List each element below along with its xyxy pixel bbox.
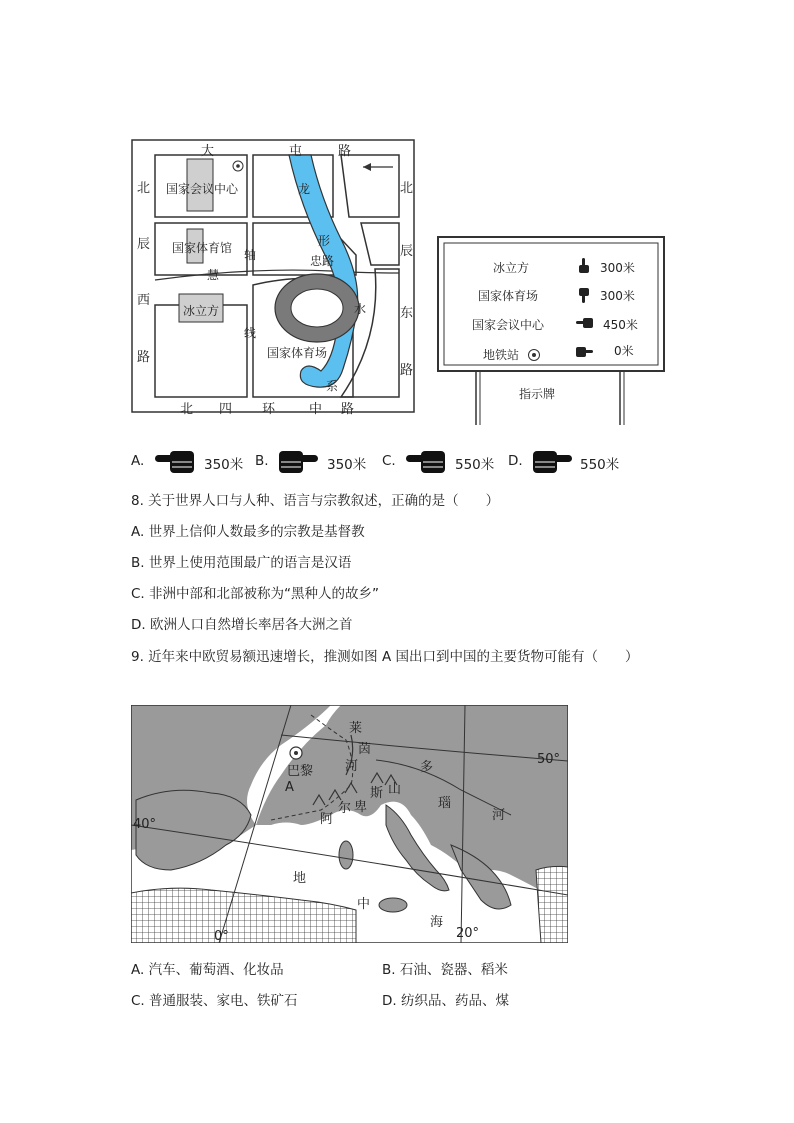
rhine-char-2: 茵 (358, 742, 372, 757)
axis-char-1: 轴 (244, 248, 257, 262)
road-bottom-5: 路 (341, 402, 355, 417)
road-left-4: 路 (137, 350, 151, 365)
road-bottom-3: 环 (262, 402, 276, 417)
road-bottom-2: 四 (219, 402, 233, 417)
q9-option-c[interactable]: C. 普通服装、家电、铁矿石 (131, 993, 298, 1009)
q7-option-a-dist: 350米 (204, 457, 244, 473)
road-top-3: 路 (338, 144, 352, 159)
road-right-2: 辰 (400, 244, 414, 259)
road-left-2: 辰 (137, 237, 151, 252)
hand-point-right-icon (277, 447, 319, 475)
venue-national-gym: 国家体育馆 (172, 241, 233, 255)
sign-place-1: 冰立方 (493, 261, 530, 275)
alps-char-3: 卑 (354, 800, 368, 815)
q8-option-a[interactable]: A. 世界上信仰人数最多的宗教是基督教 (131, 524, 365, 540)
hand-point-down-icon (575, 286, 593, 304)
q9-option-a[interactable]: A. 汽车、葡萄酒、化妆品 (131, 962, 284, 978)
road-top-1: 大 (201, 144, 215, 159)
axis-char-2: 慧 (207, 268, 220, 282)
hand-point-left-icon (575, 315, 595, 331)
med-char-2: 中 (357, 897, 371, 912)
danube-char-2: 瑙 (438, 796, 452, 811)
q8-stem: 8. 关于世界人口与人种、语言与宗教叙述，正确的是（ ） (131, 493, 500, 509)
road-left-3: 西 (137, 293, 151, 308)
road-bottom-4: 中 (309, 402, 323, 417)
axis-char-3: 线 (244, 326, 257, 340)
q7-option-c-dist: 550米 (455, 457, 495, 473)
q7-option-c-letter[interactable]: C. (382, 453, 396, 469)
sign-dist-3: 450米 (603, 318, 638, 332)
q7-option-a-letter[interactable]: A. (131, 453, 145, 469)
q9-option-d[interactable]: D. 纺织品、药品、煤 (382, 993, 509, 1009)
venue-national-stadium: 国家体育场 (267, 346, 328, 360)
hand-point-left-icon (405, 447, 447, 475)
alps-char-2: 尔 (338, 801, 352, 816)
q7-option-d-letter[interactable]: D. (508, 453, 523, 469)
road-bottom-1: 北 (180, 402, 194, 417)
q8-option-c[interactable]: C. 非洲中部和北部被称为“黑种人的故乡” (131, 586, 379, 602)
sign-place-4: 地铁站 (483, 348, 520, 362)
road-right-3: 东 (400, 306, 414, 321)
hand-point-right-icon (531, 447, 573, 475)
med-char-1: 地 (293, 871, 307, 886)
q7-option-d-dist: 550米 (580, 457, 620, 473)
hand-point-right-icon (574, 344, 594, 360)
sign-place-2: 国家体育场 (478, 289, 539, 303)
river-char-4: 系 (326, 379, 339, 393)
q7-option-b-letter[interactable]: B. (255, 453, 269, 469)
road-right-4: 路 (400, 363, 414, 378)
sign-dist-2: 300米 (600, 289, 635, 303)
q9-option-b[interactable]: B. 石油、瓷器、稻米 (382, 962, 508, 978)
sign-caption: 指示牌 (519, 387, 556, 401)
rhine-char-3: 河 (345, 759, 359, 774)
danube-char-1: 多 (420, 760, 434, 775)
europe-map (131, 705, 568, 943)
sign-place-3: 国家会议中心 (472, 318, 545, 332)
subway-station-icon (527, 348, 541, 362)
q7-option-b-dist: 350米 (327, 457, 367, 473)
q9-stem: 9. 近年来中欧贸易额迅速增长，推测如图 A 国出口到中国的主要货物可能有（ ） (131, 649, 639, 665)
lon-20-label: 20° (456, 926, 480, 941)
alps-char-5: 山 (388, 782, 402, 797)
alps-char-4: 斯 (370, 786, 384, 801)
q8-option-d[interactable]: D. 欧洲人口自然增长率居各大洲之首 (131, 617, 353, 633)
lat-50-label: 50° (537, 752, 561, 767)
river-char-1: 龙 (298, 182, 311, 196)
road-top-2: 屯 (289, 144, 303, 159)
river-char-3: 水 (354, 302, 367, 316)
lat-40-label: 40° (133, 817, 157, 832)
venue-conference-center: 国家会议中心 (166, 182, 239, 196)
road-left-1: 北 (137, 181, 151, 196)
paris-label: 巴黎 (287, 764, 314, 779)
venue-ice-cube: 冰立方 (183, 304, 220, 318)
road-right-1: 北 (400, 181, 414, 196)
country-a-label: A (285, 780, 294, 795)
river-char-2: 形 (318, 234, 331, 248)
hand-point-left-icon (154, 447, 196, 475)
med-char-3: 海 (430, 915, 444, 930)
q8-option-b[interactable]: B. 世界上使用范围最广的语言是汉语 (131, 555, 352, 571)
alps-char-1: 阿 (320, 812, 334, 827)
sign-dist-1: 300米 (600, 261, 635, 275)
road-zhong: 忠路 (310, 254, 335, 268)
rhine-char-1: 莱 (349, 721, 363, 736)
danube-char-3: 河 (492, 808, 506, 823)
hand-point-up-icon (575, 257, 593, 275)
lon-0-label: 0° (214, 929, 229, 944)
sign-dist-4: 0米 (614, 344, 634, 358)
